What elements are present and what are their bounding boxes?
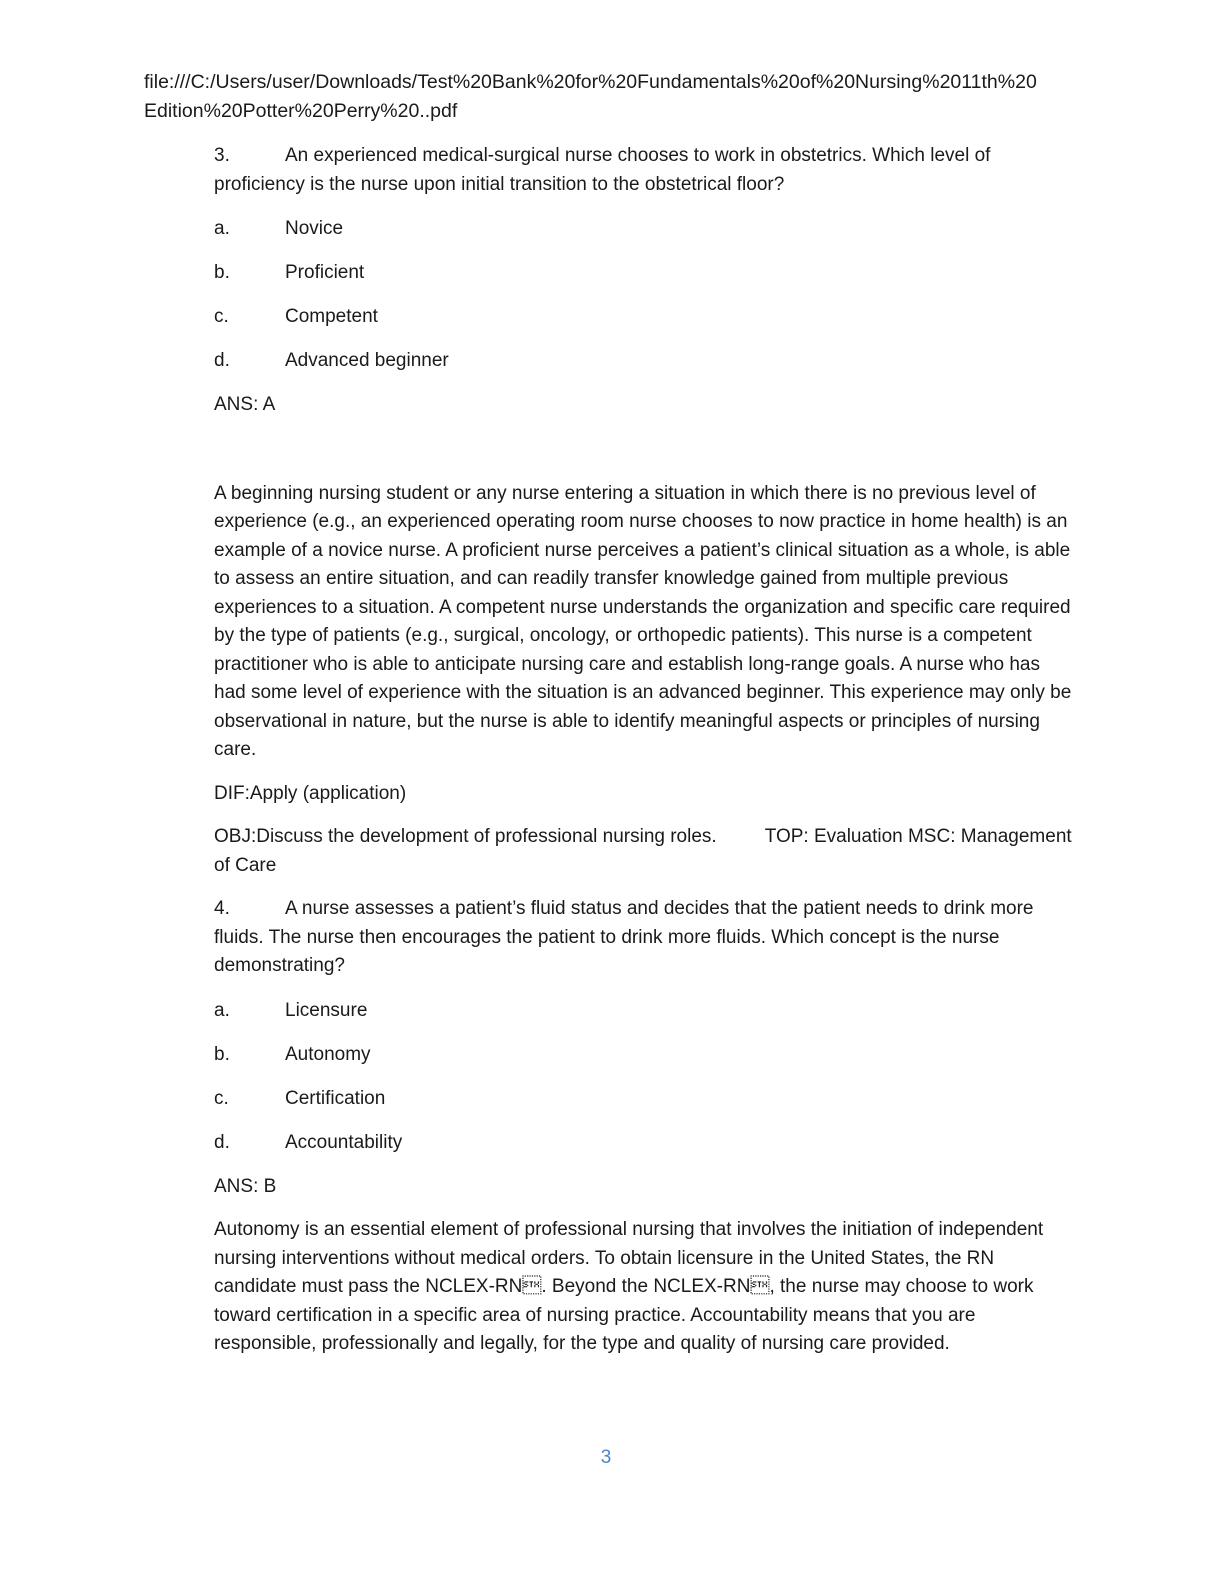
answer-key: ANS: A: [214, 394, 276, 415]
option-text: Novice: [285, 218, 344, 239]
option-letter: d.: [214, 1131, 230, 1153]
objective-topic: [214, 823, 1074, 880]
option-text: Proficient: [285, 262, 365, 283]
answer-key: ANS: B: [214, 1175, 277, 1197]
option-letter: d.: [214, 350, 230, 371]
question-3: [214, 142, 1074, 199]
difficulty: DIF:Apply (application): [214, 782, 407, 804]
objective: OBJ:Discuss the development of professional nursing roles.: [214, 826, 717, 847]
question-stem: An experienced medical-surgical nurse chooses to work in obstetrics. Which level of proficiency is the nurse upon initial transition to the obstetrical floor?: [214, 145, 991, 195]
option-text: Autonomy: [285, 1043, 371, 1065]
option-text: Advanced beginner: [285, 350, 449, 371]
option-c: [214, 303, 1074, 331]
page-content: [214, 142, 1074, 1374]
option-a: [214, 215, 1074, 243]
question-number: 4.: [214, 898, 230, 919]
page-number: 3: [600, 1447, 612, 1468]
option-letter: a.: [214, 999, 230, 1021]
option-b: [214, 259, 1074, 287]
document-header-path: file:///C:/Users/user/Downloads/Test%20Bank%20for%20Fundamentals%20of%20Nursing%2011th%20 Edition%20Potter%20Perry%20..pdf: [144, 71, 1037, 122]
option-c: [214, 1085, 1074, 1113]
option-letter: c.: [214, 1087, 229, 1109]
option-text: Competent: [285, 306, 378, 327]
option-text: Licensure: [285, 999, 368, 1021]
option-letter: a.: [214, 218, 230, 239]
rationale: Autonomy is an essential element of professional nursing that involves the initiation of independent nursing interventions without medical orders. To obtain licensure in the United States, the RN candidate must pass the NCLEX-RN. Beyond the NCLEX-RN, the nurse may choose to work toward certification in a specific area of nursing practice. Accountability means that you are responsible, professionally and legally, for the type and quality of nursing care provided.: [214, 1219, 1044, 1354]
question-4: [214, 895, 1074, 981]
option-text: Certification: [285, 1087, 386, 1109]
option-letter: c.: [214, 306, 229, 327]
rationale: A beginning nursing student or any nurse entering a situation in which there is no previous level of experience (e.g., an experienced operating room nurse chooses to now practice in home health) is an example of a novice nurse. A proficient nurse perceives a patient’s clinical situation as a whole, is able to assess an entire situation, and can readily transfer knowledge gained from multiple previous experiences to a situation. A competent nurse understands the organization and specific care required by the type of patients (e.g., surgical, oncology, or orthopedic patients). This nurse is a competent practitioner who is able to anticipate nursing care and establish long-range goals. A nurse who has had some level of experience with the situation is an advanced beginner. This experience may only be observational in nature, but the nurse is able to identify meaningful aspects or principles of nursing care.: [214, 482, 1072, 760]
option-d: [214, 347, 1074, 375]
option-letter: b.: [214, 1043, 230, 1065]
question-stem: A nurse assesses a patient’s fluid status and decides that the patient needs to drink more fluids. The nurse then encourages the patient to drink more fluids. Which concept is the nurse demonstrating?: [214, 898, 1034, 976]
question-number: 3.: [214, 145, 230, 166]
option-text: Accountability: [285, 1131, 403, 1153]
topic: TOP: Evaluation MSC: Management of Care: [214, 826, 1072, 876]
option-letter: b.: [214, 262, 230, 283]
option-d: [214, 1129, 1074, 1157]
option-b: [214, 1041, 1074, 1069]
option-a: [214, 997, 1074, 1025]
